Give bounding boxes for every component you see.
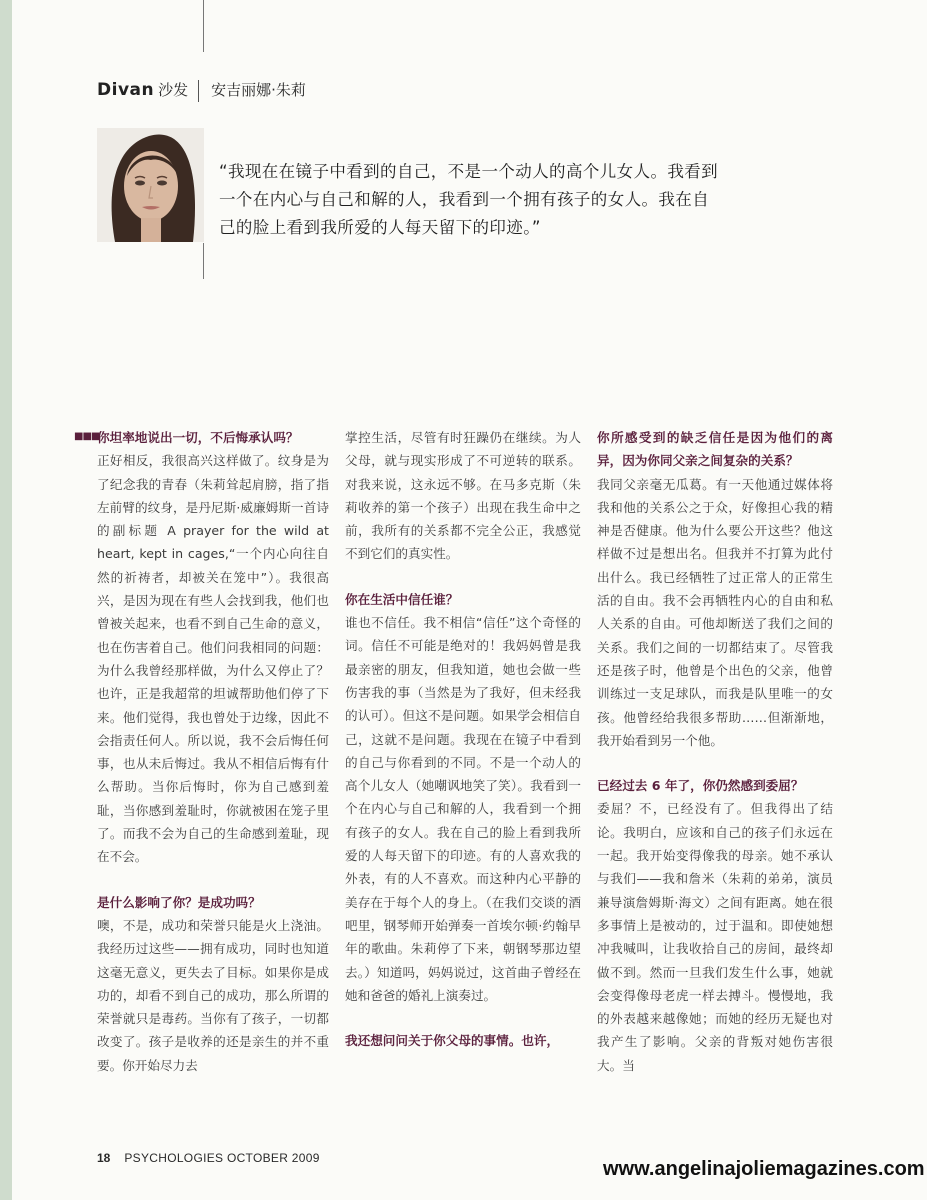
page-footer [97, 1151, 320, 1165]
magazine-issue: PSYCHOLOGIES OCTOBER 2009 [124, 1151, 320, 1165]
article-column-1 [97, 426, 329, 1077]
question-marker-dots: ■■■ [74, 431, 100, 442]
question-heading: 是什么影响了你？是成功吗？ [97, 894, 261, 910]
question-heading: 已经过去 6 年了，你仍然感到委屈？ [597, 778, 804, 794]
section-name-cn: 沙发 [158, 81, 189, 99]
answer-paragraph: 委屈？不，已经没有了。但我得出了结论。我明白，应该和自己的孩子们永远在一起。我开始变得像我的母亲。她不承认与我们——我和詹米（朱莉的弟弟，演员兼导演詹姆斯·海文）之间有距离。她在很多事情上是被动的，过于温和。即使她想冲我喊叫，让我收拾自己的房间，最终却做不到。然而一旦我们发生什么事，她就会变得像母老虎一样去搏斗。慢慢地，我的外表越来越像她；而她的经历无疑也对我产生了影响。父亲的背叛对她伤害很大。当 [597, 801, 833, 1073]
subject-name: 安吉丽娜·朱莉 [211, 81, 306, 99]
question-heading: 我还想问问关于你父母的事情。也许， [345, 1033, 560, 1049]
page-number: 18 [97, 1151, 111, 1165]
section-name-en: Divan [97, 80, 155, 100]
portrait-photo [97, 128, 204, 242]
question-heading: 你所感受到的缺乏信任是因为他们的离异，因为你同父亲之间复杂的关系？ [597, 430, 833, 469]
article-column-3 [597, 426, 833, 1077]
header-rule [203, 0, 204, 52]
question-heading: 你坦率地说出一切，不后悔承认吗？ [97, 430, 299, 445]
left-color-strip [0, 0, 12, 1200]
answer-paragraph: 噢，不是，成功和荣誉只能是火上浇油。我经历过这些——拥有成功，同时也知道这毫无意义，更失去了目标。如果你是成功的，却看不到自己的成功，那么所谓的荣誉就只是毒药。当你有了孩子，一切都改变了。孩子是收养的还是亲生的并不重要。你开始尽力去 [97, 917, 329, 1073]
answer-paragraph: 掌控生活，尽管有时狂躁仍在继续。为人父母，就与现实形成了不可逆转的联系。对我来说，这永远不够。在马多克斯（朱莉收养的第一个孩子）出现在我生命中之前，我所有的关系都不完全公正，我感觉不到它们的真实性。 [345, 430, 581, 562]
article-column-2 [345, 426, 581, 1052]
section-header [97, 78, 306, 102]
quote-rule [203, 243, 204, 279]
question-heading: 你在生活中信任谁？ [345, 591, 459, 607]
answer-paragraph: 谁也不信任。我不相信“信任”这个奇怪的词。信任不可能是绝对的！我妈妈曾是我最亲密的朋友，但我知道，她也会做一些伤害我的事（当然是为了我好，但未经我的认可）。但这不是问题。如果学会相信自己，这就不是问题。我现在在镜子中看到的自己与你看到的不同。不是一个动人的高个儿女人（她嘲讽地笑了笑）。我看到一个在内心与自己和解的人，我看到一个拥有孩子的女人。我在自己的脸上看到我所爱的人每天留下的印迹。有的人喜欢我的外表，有的人不喜欢。而这种内心平静的美存在于每个人的身上。（在我们交谈的酒吧里，钢琴师开始弹奏一首埃尔顿·约翰早年的歌曲。朱莉停了下来，朝钢琴那边望去。）知道吗，妈妈说过，这首曲子曾经在她和爸爸的婚礼上演奏过。 [345, 615, 581, 1003]
answer-paragraph: 我同父亲毫无瓜葛。有一天他通过媒体将我和他的关系公之于众，好像担心我的精神是否健康。他为什么要公开这些？他这样做不过是想出名。但我并不打算为此付出什么。我已经牺牲了过正常人的正常生活的自由。我不会再牺牲内心的自由和私人关系的自由。可他却断送了我们之间的关系。我们之间的一切都结束了。尽管我还是孩子时，他曾是个出色的父亲，他曾训练过一支足球队，而我是队里唯一的女孩。他曾经给我很多帮助……但渐渐地，我开始看到另一个他。 [597, 476, 833, 748]
pull-quote: “我现在在镜子中看到的自己，不是一个动人的高个儿女人。我看到一个在内心与自己和解的人，我看到一个拥有孩子的女人。我在自己的脸上看到我所爱的人每天留下的印迹。” [219, 162, 719, 237]
answer-paragraph: 正好相反，我很高兴这样做了。纹身是为了纪念我的青春（朱莉耸起肩膀，指了指左前臂的纹身，是丹尼斯·威廉姆斯一首诗的副标题 A prayer for the wild at heart, kept in cages,“一个内心向往自然的祈祷者，却被关在笼中”）。我很高兴，是因为现在有些人会找到我，他们也曾被关起来，也看不到自己生命的意义，也在伤害着自己。他们问我相同的问题：为什么我曾经那样做，为什么又停止了？也许，正是我超常的坦诚帮助他们停了下来。他们觉得，我也曾处于边缘，因此不会指责任何人。所以说，我不会后悔任何事，也从未后悔过。我从不相信后悔有什么帮助。当你后悔时，你为自己感到羞耻，当你感到羞耻时，你就被困在笼子里了。而我不会为自己的生命感到羞耻，现在不会。 [97, 453, 329, 865]
header-divider [198, 80, 199, 102]
website-watermark: www.angelinajoliemagazines.com [603, 1158, 925, 1180]
